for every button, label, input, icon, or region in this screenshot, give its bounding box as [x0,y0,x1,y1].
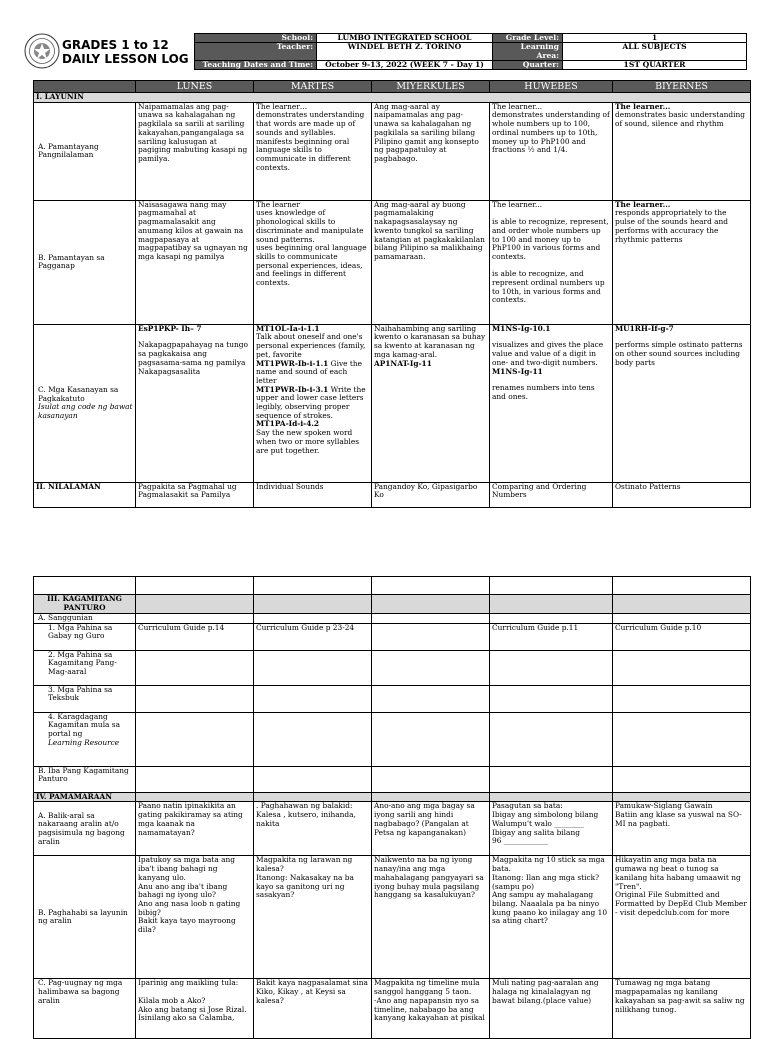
blank-cell [490,614,613,624]
blank-cell [136,792,254,802]
cell-lunes: Curriculum Guide p.14 [136,623,254,650]
blank-cell [613,595,751,614]
cell-biyernes: Ostinato Patterns [613,482,751,507]
school-label: School: [195,34,317,43]
competency-text-1: Talk about oneself and one's personal experiences (family, pet, favorite [256,332,366,359]
row-label: B. Paghahabi sa layunin ng aralin [34,856,136,979]
row-pamantayang-pangnilalaman [34,102,751,200]
cell-lunes: Paano natin ipinakikita an gating pakikiramay sa ating mga kaanak na namamatayan? [136,802,254,856]
blank-cell [136,595,254,614]
blank-cell [490,792,613,802]
blank-cell [254,712,372,766]
cell-biyernes: Hikayatin ang mga bata na gumawa ng beat o tunog sa kanilang hita habang umaawit ng "Tren". Original File Submitted and Formatted by DepEd Club Member - visit depedclub.com for more [613,856,751,979]
cell-biyernes [613,102,751,200]
day-huwebes: HUWEBES [490,81,613,93]
cell-miyerkules: Ano-ano ang mga bagay sa iyong sarili ang hindi nagbabago? (Pangalan at Petsa ng kapanganakan) [372,802,490,856]
row-pag-uugnay [34,979,751,1039]
cell-huwebes: Magpakita ng 10 stick sa mga bata. Itanong: Ilan ang mga stick? (sampu po) Ang sampu ay mahalagang bilang. Naaalala pa ba ninyo kung paano ko inilagay ang 10 sa ating chart? [490,856,613,979]
section-row-kagamitan [34,595,751,614]
blank-cell [490,712,613,766]
day-miyerkules: MIYERKULES [372,81,490,93]
row-label-text: C. Mga Kasanayan sa Pagkakatuto [38,384,119,403]
blank-cell [254,685,372,712]
blank-cell [613,712,751,766]
competency-text: Naihahambing ang sariling kwento o karanasan sa buhay sa kwento at karanasan ng mga kamag-aral. [374,324,486,359]
cell-martes: Bakit kaya nagpasalamat sina Kiko, Kikay , at Keysi sa kalesa? [254,979,372,1039]
cell-biyernes [613,200,751,324]
blank-cell [136,614,254,624]
cell-lunes [136,324,254,482]
blank-cell [254,792,372,802]
cell-martes: The learner… demonstrates understanding that words are made up of sounds and syllables. manifests beginning oral language skills to communicate in different contexts. [254,102,372,200]
row-label: B. Iba Pang Kagamitang Panturo [34,766,136,792]
competency-code-1: MT1OL-Ia-i-1.1 [256,324,320,333]
competency-code-4: MT1PA-Id-i-4.2 [256,419,320,429]
blank-cell [490,595,613,614]
row-label [34,712,136,766]
blank-cell [372,614,490,624]
blank-cell [254,595,372,614]
row-label-text: 4. Karagdagang Kagamitan mula sa portal ng [48,712,121,739]
cell-miyerkules [372,324,490,482]
lesson-log-table-top [33,80,751,508]
competency-text: performs simple ostinato patterns on other sound sources including body parts [615,340,743,367]
quarter-label: Quarter: [493,60,563,69]
cell-biyernes: Curriculum Guide p.10 [613,623,751,650]
blank-cell [613,766,751,792]
blank-cell [613,650,751,685]
learner-lead: The learner... [615,102,671,111]
blank-cell [490,650,613,685]
cell-miyerkules: Ang mag-aaral ay buong pagmamalaking nakapagsasalaysay ng kwento tungkol sa sariling katangian at pagkakakilanlan bilang Pilipino sa malikhaing pamamaraan. [372,200,490,324]
cell-miyerkules: Ang mag-aaral ay naipamamalas ang pag-unawa sa kahalagahan ng pagkilala sa sariling bilang Pilipino gamit ang konsepto ng pagpapatuloy at pagbabago. [372,102,490,200]
row-balik-aral [34,802,751,856]
cell-miyerkules [372,623,490,650]
section-kagamitan: III. KAGAMITANG PANTURO [34,595,136,614]
school-value: LUMBO INTEGRATED SCHOOL [317,34,493,43]
cell-huwebes: The learner... is able to recognize, represent, and order whole numbers up to 100 and money up to PhP100 in various forms and contexts. is able to recognize, and represent ordinal numbers up to 10th, in various forms and contexts. [490,200,613,324]
cell-martes: Curriculum Guide p 23-24 [254,623,372,650]
blank-cell [254,650,372,685]
day-header-row [34,81,751,93]
cell-miyerkules: Pangandoy Ko, Gipasigarbo Ko [372,482,490,507]
section-layunin: I. LAYUNIN [34,93,751,103]
competency-text-4: Say the new spoken word when two or more syllables are put together. [256,428,360,455]
blank-cell [136,650,254,685]
row-paghahabi [34,856,751,979]
cell-huwebes: Pasagutan sa bata: Ibigay ang simbolong bilang Walumpu't walo ________ Ibigay ang salita bilang 96 ____________ [490,802,613,856]
row-label: A. Pamantayang Pangnilalaman [34,102,136,200]
section-row-layunin [34,93,751,103]
blank-cell [613,685,751,712]
competency-code: AP1NAT-Ig-11 [374,358,432,368]
day-martes: MARTES [254,81,372,93]
row-gabay-ng-guro [34,623,751,650]
blank-cell [613,577,751,595]
grade-label: Grade Level: [493,34,563,43]
blank-cell [34,577,136,595]
teacher-value: WINDEL BETH Z. TORINO [317,43,493,61]
competency-text-1: visualizes and gives the place value and value of a digit in one- and two-digit numbers. [492,340,604,367]
learner-lead: The learner... [615,200,671,209]
row-teksbuk [34,685,751,712]
blank-cell [372,792,490,802]
row-pamantayan-sa-pagganap [34,200,751,324]
cell-huwebes: The learner... demonstrates understanding of whole numbers up to 100, ordinal numbers up to 10th, money up to PhP100 and fractions ½ and 1/4. [490,102,613,200]
row-nilalaman [34,482,751,507]
cell-text: demonstrates basic understanding of sound, silence and rhythm [615,110,745,129]
blank-cell [372,685,490,712]
area-value: ALL SUBJECTS [563,43,747,61]
blank-cell [490,577,613,595]
row-label: 1. Mga Pahina sa Gabay ng Guro [34,623,136,650]
cell-text: responds appropriately to the pulse of the sounds heard and performs with accuracy the rhythmic patterns [615,208,729,244]
competency-code-1: M1NS-Ig-10.1 [492,324,551,333]
cell-lunes: Ipatukoy sa mga bata ang iba't ibang bahagi ng kanyang ulo. Anu ano ang iba't ibang bahagi ng iyong ulo? Ano ang nasa loob n gating bibig? Bakit kaya tayo mayroong dila? [136,856,254,979]
cell-biyernes [613,324,751,482]
lesson-log-table-bottom [33,576,751,1039]
row-label: A. Balik-aral sa nakaraang aralin at/o pagsisimula ng bagong aralin [34,802,136,856]
blank-cell [136,712,254,766]
cell-huwebes: Comparing and Ordering Numbers [490,482,613,507]
area-label: Learning Area: [493,43,563,61]
cell-lunes: Naisasagawa nang may pagmamahal at pagmamalasakit ang anumang kilos at gawain na magpapasaya at magpapatibay sa ugnayan ng mga kasapi ng pamilya [136,200,254,324]
cell-biyernes: Pamukaw-Siglang Gawain Batiin ang klase sa yuswal na SO-MI na pagbati. [613,802,751,856]
cell-martes: Individual Sounds [254,482,372,507]
row-label: A. Sanggunian [34,614,136,624]
row-kagamitang-pang-mag-aaral [34,650,751,685]
row-label [34,324,136,482]
corner-cell [34,81,136,93]
blank-cell [372,650,490,685]
title-line-1: GRADES 1 to 12 [62,38,169,52]
cell-martes: The learner uses knowledge of phonological skills to discriminate and manipulate sound patterns. uses beginning oral language skills to communicate personal experiences, ideas, and feelings in different contexts. [254,200,372,324]
competency-text-2: renames numbers into tens and ones. [492,383,595,401]
deped-seal-logo [24,33,60,69]
competency-text-3: Write the upper and lower case letters legibly, observing proper sequence of strokes. [256,384,366,420]
cell-miyerkules: Naikwento na ba ng iyong nanay/ina ang mga mahahalagang pangyayari sa iyong buhay mula pagsilang hanggang sa kasalukuyan? [372,856,490,979]
blank-cell [372,712,490,766]
competency-code-3: MT1PWR-Ib-i-3.1 [256,384,329,394]
blank-cell [254,766,372,792]
day-lunes: LUNES [136,81,254,93]
blank-cell [372,595,490,614]
blank-cell [136,685,254,712]
cell-martes: . Paghahawan ng balakid: Kalesa , kutsero, inihanda, nakita [254,802,372,856]
blank-cell [254,614,372,624]
row-label: 2. Mga Pahina sa Kagamitang Pang-Mag-aaral [34,650,136,685]
competency-code-2: M1NS-Ig-11 [492,366,543,376]
blank-cell [372,766,490,792]
blank-cell [372,577,490,595]
cell-martes [254,324,372,482]
row-iba-pang-kagamitan [34,766,751,792]
cell-lunes: Pagpakita sa Pagmahal ug Pagmalasakit sa Pamilya [136,482,254,507]
cell-martes: Magpakita ng larawan ng kalesa? Itanong: Nakasakay na ba kayo sa ganitong uri ng sasakyan? [254,856,372,979]
blank-cell [254,577,372,595]
cell-biyernes: Tumawag ng mga batang magpapamalas ng kanilang kakayahan sa pag-awit sa saliw ng nilikhang tunog. [613,979,751,1039]
grade-value: 1 [563,34,747,43]
teacher-label: Teacher: [195,43,317,61]
row-mga-kasanayan [34,324,751,482]
cell-miyerkules: Magpakita ng timeline mula sanggol hanggang 5 taon. -Ano ang napapansin nyo sa timeline, nababago ba ang kanyang kakayahan at pisikal [372,979,490,1039]
quarter-value: 1ST QUARTER [563,60,747,69]
cell-huwebes: Muli nating pag-aaralan ang halaga ng kinalalagyan ng bawat bilang.(place value) [490,979,613,1039]
row-label: C. Pag-uugnay ng mga halimbawa sa bagong aralin [34,979,136,1039]
header-info-table [194,33,747,70]
day-biyernes: BIYERNES [613,81,751,93]
blank-cell [613,614,751,624]
row-sanggunian [34,614,751,624]
blank-header-row [34,577,751,595]
blank-cell [490,766,613,792]
dates-label: Teaching Dates and Time: [195,60,317,69]
section-row-pamamaraan [34,792,751,802]
row-label-note: Learning Resource [48,737,120,747]
blank-cell [613,792,751,802]
cell-huwebes: Curriculum Guide p.11 [490,623,613,650]
cell-lunes: Naipamamalas ang pag-unawa sa kahalagahan ng pagkilala sa sarili at sariling kakayahan,pangangalaga sa sariling kalusugan at pagiging mabuting kasapi ng pamilya. [136,102,254,200]
blank-cell [490,685,613,712]
row-label: B. Pamantayan sa Pagganap [34,200,136,324]
row-label: 3. Mga Pahina sa Teksbuk [34,685,136,712]
competency-code: EsP1PKP- Ih– 7 [138,324,202,333]
document-title [62,38,189,66]
blank-cell [136,766,254,792]
cell-huwebes [490,324,613,482]
section-nilalaman: II. NILALAMAN [34,482,136,507]
blank-cell [136,577,254,595]
section-pamamaraan: IV. PAMAMARAAN [34,792,136,802]
competency-text-2: Give the name and sound of each letter [256,358,362,385]
cell-lunes: Iparinig ang maikling tula: Kilala mob a Ako? Ako ang batang si Jose Rizal. Isinilang ako sa Calamba, [136,979,254,1039]
competency-code-2: MT1PWR-Ib-i-1.1 [256,358,329,368]
competency-code: MU1RH-If-g-7 [615,324,674,333]
row-karagdagang-kagamitan [34,712,751,766]
title-line-2: DAILY LESSON LOG [62,52,189,66]
row-label-note: Isulat ang code ng bawat kasanayan [38,402,133,420]
competency-text: Nakapagpapahayag na tungo sa pagkakaisa ang pagsasama-sama ng pamilya Nakapagsasalita [138,340,248,376]
dates-value: October 9-13, 2022 (WEEK 7 - Day 1) [317,60,493,69]
